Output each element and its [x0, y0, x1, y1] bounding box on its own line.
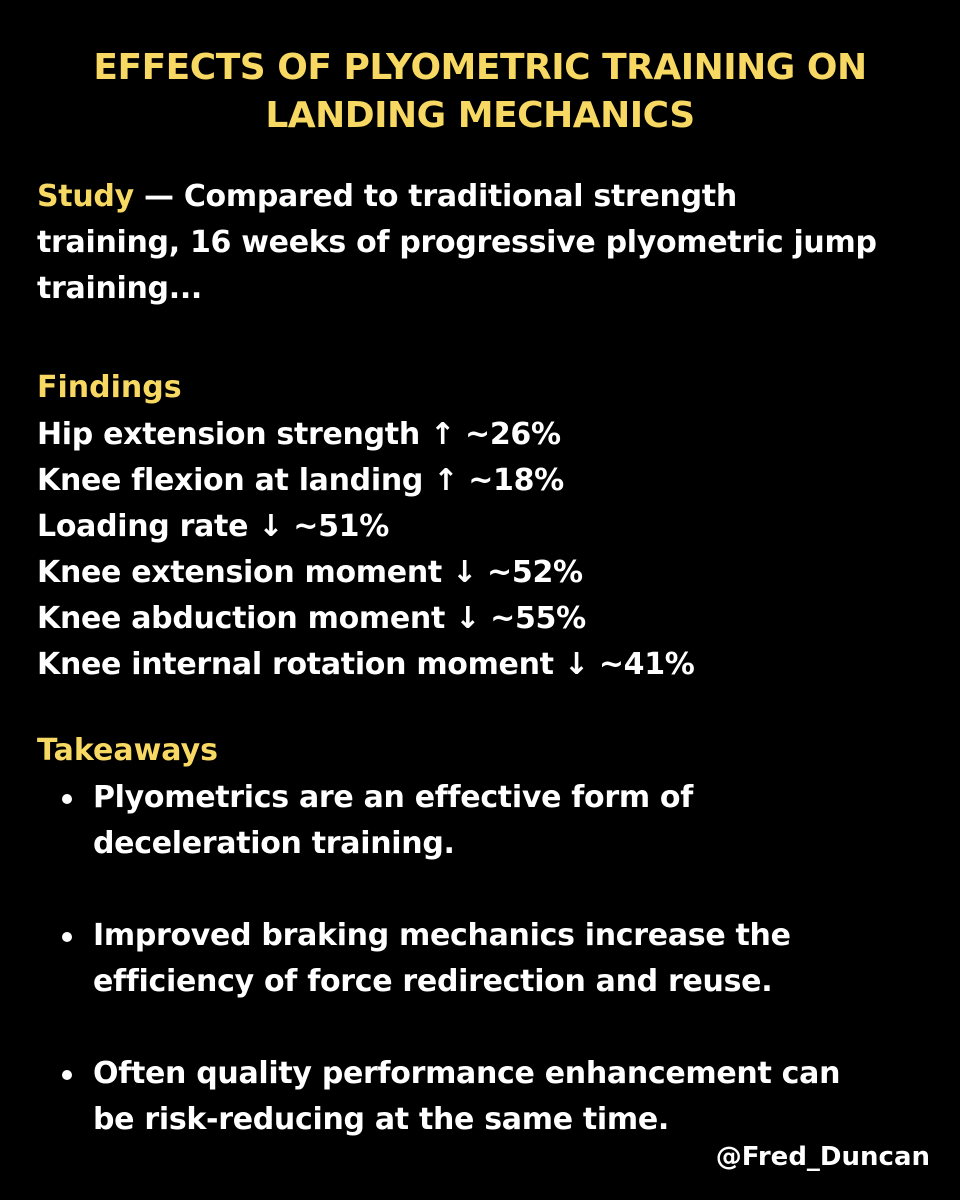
- bullet-icon: [62, 932, 72, 942]
- takeaway-item: [0, 775, 900, 867]
- takeaway-line: Often quality performance enhancement can: [93, 1056, 841, 1091]
- study-text-1: Compared to traditional strength: [183, 179, 737, 214]
- study-line-2: training, 16 weeks of progressive plyometric jump: [37, 225, 877, 260]
- takeaway-item: [0, 913, 900, 1005]
- study-line-3: training...: [37, 271, 203, 306]
- takeaway-line: efficiency of force redirection and reuse.: [93, 964, 773, 999]
- finding-item: Hip extension strength ↑ ~26%: [37, 417, 561, 452]
- study-label: Study: [37, 179, 134, 214]
- finding-item: Knee internal rotation moment ↓ ~41%: [37, 647, 695, 682]
- title-line-2: LANDING MECHANICS: [265, 95, 695, 136]
- takeaways-heading: Takeaways: [37, 733, 219, 768]
- finding-item: Knee abduction moment ↓ ~55%: [37, 601, 586, 636]
- takeaway-line: be risk-reducing at the same time.: [93, 1102, 670, 1137]
- author-handle: @Fred_Duncan: [715, 1142, 930, 1172]
- title-line-1: EFFECTS OF PLYOMETRIC TRAINING ON: [93, 47, 867, 88]
- finding-item: Loading rate ↓ ~51%: [37, 509, 390, 544]
- bullet-icon: [62, 1070, 72, 1080]
- findings-list: [37, 412, 695, 688]
- finding-item: Knee flexion at landing ↑ ~18%: [37, 463, 564, 498]
- findings-heading: Findings: [37, 370, 182, 405]
- takeaway-item: [0, 1051, 900, 1143]
- takeaway-line: Improved braking mechanics increase the: [93, 918, 791, 953]
- page-title: [40, 44, 920, 140]
- study-summary: [37, 174, 897, 312]
- takeaway-line: Plyometrics are an effective form of: [93, 780, 693, 815]
- bullet-icon: [62, 794, 72, 804]
- study-dash: —: [133, 179, 184, 214]
- finding-item: Knee extension moment ↓ ~52%: [37, 555, 583, 590]
- takeaways-list: [0, 775, 900, 1189]
- study-line-1: [37, 174, 897, 220]
- takeaway-line: deceleration training.: [93, 826, 455, 861]
